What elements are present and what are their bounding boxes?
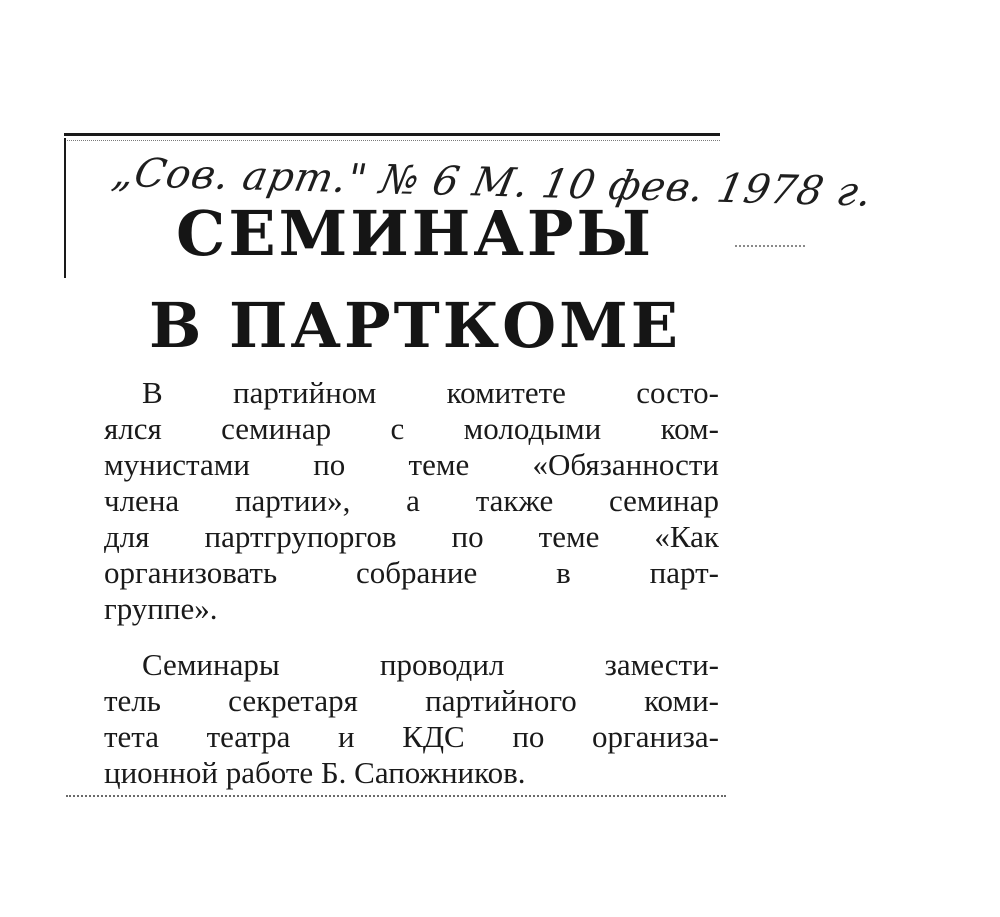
headline — [110, 188, 720, 372]
paragraph-line: организовать собрание в парт- — [104, 555, 719, 590]
paragraph-line: члена партии», а также семинар — [104, 483, 719, 518]
handwritten-source-note: „Сов. арт." № 6 М. 10 фев. 1978 г. — [108, 150, 877, 216]
paragraph-line: ялся семинар с молодыми ком- — [104, 411, 719, 446]
headline-line-1: СЕМИНАРЫ — [175, 197, 654, 270]
paragraph-line: мунистами по теме «Обязанности — [104, 447, 719, 482]
article-body — [104, 375, 719, 791]
paragraph-line: тета театра и КДС по организа- — [104, 719, 719, 754]
right-dotted-rule — [735, 245, 805, 247]
paragraph-line: группе». — [104, 591, 218, 626]
paragraph-line: ционной работе Б. Сапожников. — [104, 755, 526, 790]
paragraph-line: В партийном комитете состо- — [142, 375, 719, 410]
bottom-border-rule — [66, 795, 726, 797]
headline-line-2: В ПАРТКОМЕ — [148, 289, 682, 362]
left-border-rule — [64, 138, 66, 278]
top-border-rule-faint — [64, 140, 720, 141]
paragraph-line: для партгрупоргов по теме «Как — [104, 519, 719, 554]
top-border-rule — [64, 133, 720, 136]
paragraph-line: Семинары проводил замести- — [142, 647, 719, 682]
paragraph-line: тель секретаря партийного коми- — [104, 683, 719, 718]
paragraph-1 — [104, 375, 719, 627]
paragraph-2 — [104, 647, 719, 791]
